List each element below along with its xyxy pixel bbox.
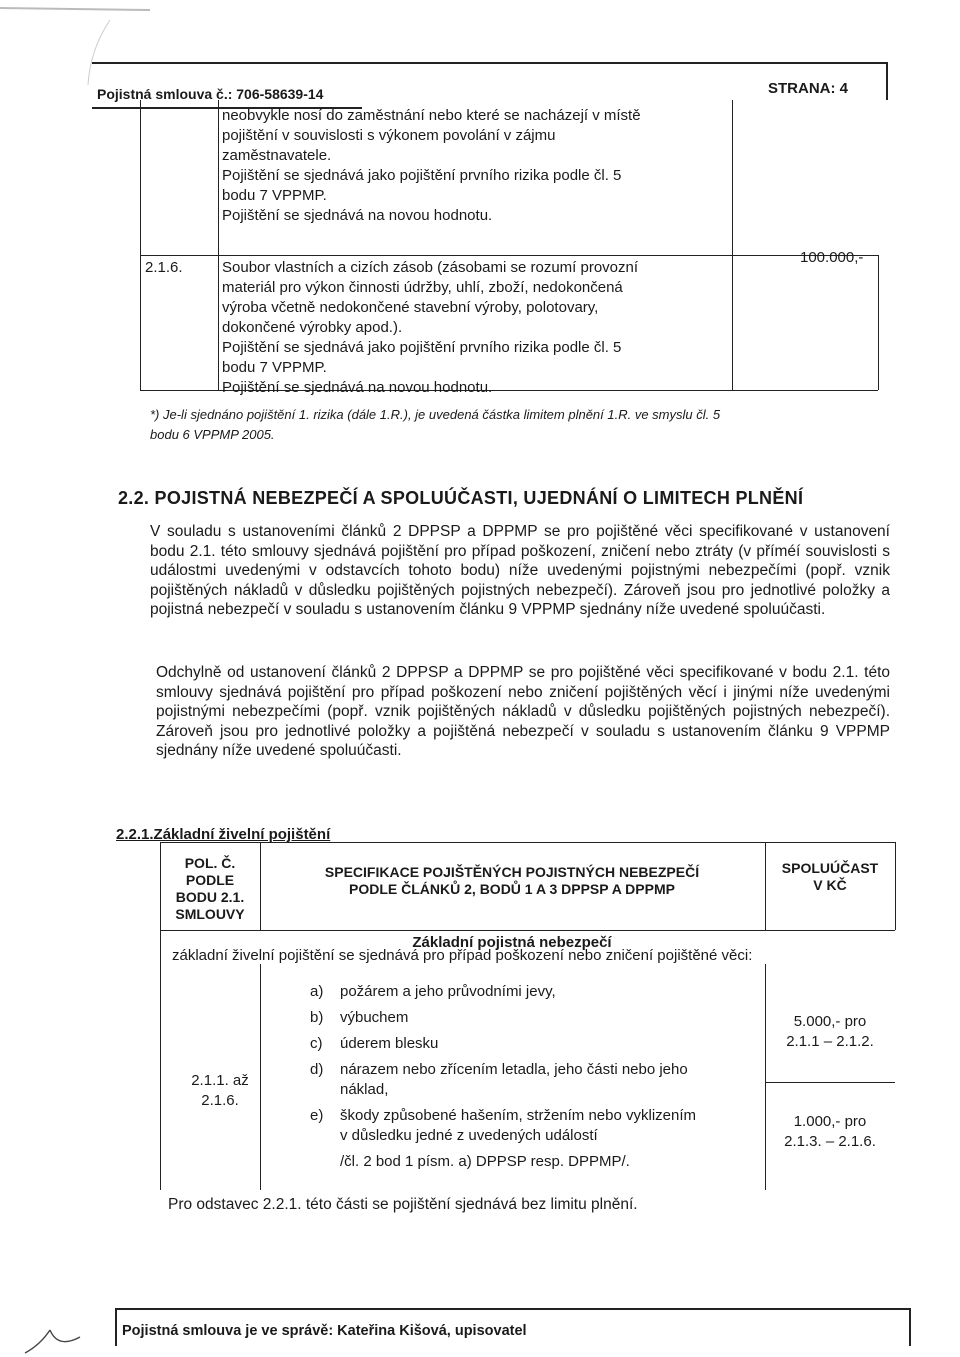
footer-manager: Pojistná smlouva je ve správě: Kateřina Kišová, upisovatel	[122, 1323, 527, 1339]
insured-items-table	[140, 100, 880, 395]
footnote: *) Je-li sjednáno pojištění 1. rizika (dále 1.R.), je uvedená částka limitem plnění 1.R. ve smyslu čl. 5 bodu 6 VPPMP 2005.	[150, 407, 721, 442]
group-intro: základní živelní pojištění se sjednává pro případ poškození nebo zničení pojištěné věci:	[172, 947, 753, 964]
header-position: POL. Č. PODLE BODU 2.1. SMLOUVY	[175, 855, 245, 922]
row-b-text: Soubor vlastních a cizích zásob (zásobami se rozumí provozní materiál pro výkon činnosti údržby, uhlí, zboží, nedokončená výroba včetně nedokončené stavební výroby, polotovary, dokončené výrobky apod.). Pojištění se sjednává jako pojištění prvního rizika podle čl. 5 bodu 7 VPPMP. Pojištění se sjednává na novou hodnotu.	[222, 259, 639, 396]
header-deductible: SPOLUÚČAST V KČ	[781, 860, 879, 893]
row-b-amount: 100.000,-	[800, 249, 864, 266]
subsection-title: 2.2.1.Základní živelní pojištění	[116, 826, 331, 843]
section-title: 2.2. POJISTNÁ NEBEZPEČÍ A SPOLUÚČASTI, UJEDNÁNÍ O LIMITECH PLNĚNÍ	[118, 488, 804, 508]
item-range: 2.1.1. až 2.1.6.	[191, 1072, 249, 1109]
perils-list: a) požárem a jeho průvodními jevy, b) výbuchem c) úderem blesku d) nárazem nebo zřícením letadla, jeho části nebo jeho náklad, e) škody způsobené hašením, stržením nebo vyklizením v důsledku jedné z uvedených událostí /čl. 2 bod 1 písm. a) DPPSP resp. DPPMP/.	[310, 983, 697, 1170]
group-title: Základní pojistná nebezpečí	[412, 934, 612, 951]
deductible-2: 1.000,- pro 2.1.3. – 2.1.6.	[784, 1113, 876, 1150]
limit-note: Pro odstavec 2.2.1. této části se pojištění sjednává bez limitu plnění.	[168, 1196, 638, 1213]
page-number: STRANA: 4	[768, 80, 849, 97]
deductible-1: 5.000,- pro 2.1.1 – 2.1.2.	[786, 1013, 874, 1050]
row-b-number: 2.1.6.	[145, 259, 183, 276]
row-a-text: neobvykle nosí do zaměstnání nebo které se nacházejí v místě pojištění v souvislosti s výkonem povolání v zájmu zaměstnavatele. Pojištění se sjednává jako pojištění prvního rizika podle čl. 5 bodu 7 VPPMP. Pojištění se sjednává na novou hodnotu.	[222, 107, 641, 224]
section-paragraph-1: V souladu s ustanoveními článků 2 DPPSP a DPPMP se pro pojištěné věci specifikované v ustanovení bodu 2.1. této smlouvy sjednává pojištění pro případ poškození, zničení nebo ztráty (v příméí souvislosti s událostmi uvedenými v odstavcích tohoto bodu) níže uvedenými pojistnými nebezpečími (popř. vznik pojištěných nákladů v důsledku pojištěných pojistných nebezpečí). Zároveň jsou pro jednotlivé položky a pojistná nebezpečí v souladu s ustanovením článku 9 VPPMP sjednány níže uvedené spoluúčasti.	[150, 523, 890, 618]
header-specification: SPECIFIKACE POJIŠTĚNÝCH POJISTNÝCH NEBEZPEČÍ PODLE ČLÁNKŮ 2, BODŮ 1 A 3 DPPSP A DPPMP	[324, 864, 700, 897]
handwritten-mark	[20, 1325, 100, 1357]
contract-number: Pojistná smlouva č.: 706-58639-14	[97, 86, 324, 102]
section-paragraph-2: Odchylně od ustanovení článků 2 DPPSP a DPPMP se pro pojištěné věci specifikované v bodu 2.1. této smlouvy sjednává pojištění pro případ poškození nebo zničení pojištěných věcí i jinými níže uvedenými pojistnými nebezpečími (popř. vznik pojištěných nákladů v důsledku pojištěných pojistných nebezpečí). Zároveň jsou pro jednotlivé položky a pojištěná nebezpečí v souladu s ustanovením článku 9 VPPMP sjednány níže uvedené spoluúčasti.	[156, 664, 890, 759]
perils-table	[160, 842, 895, 1198]
